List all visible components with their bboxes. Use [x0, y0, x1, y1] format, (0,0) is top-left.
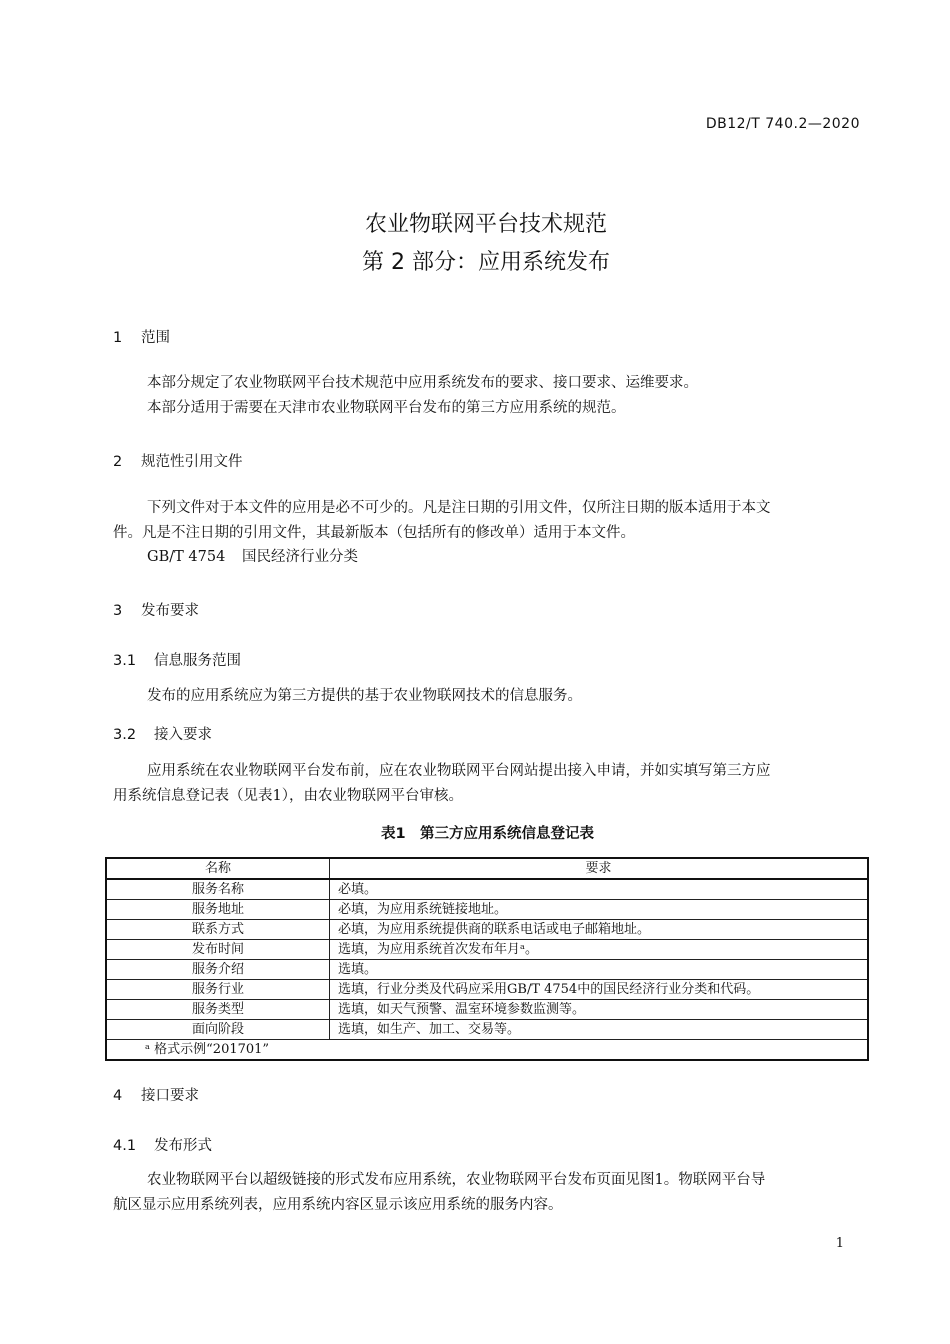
- section-4-1-paragraph-line-2: 航区显示应用系统列表，应用系统内容区显示该应用系统的服务内容。: [113, 1197, 563, 1213]
- table-header-row: [106, 858, 868, 879]
- table-cell-requirement: 选填，行业分类及代码应采用GB/T 4754中的国民经济行业分类和代码。: [330, 980, 869, 1000]
- table-row: [106, 900, 868, 920]
- section-3-2-heading: [113, 723, 212, 744]
- section-number: 3.1: [113, 653, 137, 669]
- table-row: [106, 1000, 868, 1020]
- table-note-row: [106, 1040, 868, 1061]
- document-title: 农业物联网平台技术规范: [364, 212, 607, 237]
- section-3-1-heading: [113, 649, 241, 670]
- section-number: 1: [113, 330, 123, 346]
- reference-code: GB/T 4754: [147, 549, 226, 565]
- table-cell-requirement: 必填，为应用系统链接地址。: [330, 900, 869, 920]
- table-cell-name: 服务类型: [106, 1000, 330, 1020]
- registration-table: [105, 857, 869, 1061]
- table-cell-requirement: 必填。: [330, 879, 869, 900]
- section-3-2-paragraph-line-2: 用系统信息登记表（见表1），由农业物联网平台审核。: [113, 788, 463, 804]
- section-title: 接入要求: [154, 727, 212, 743]
- table-cell-name: 面向阶段: [106, 1020, 330, 1040]
- section-2-paragraph-line-1: 下列文件对于本文件的应用是必不可少的。凡是注日期的引用文件，仅所注日期的版本适用于本文: [147, 500, 771, 516]
- document-subtitle: 第 2 部分：应用系统发布: [362, 250, 610, 275]
- table-cell-name: 服务介绍: [106, 960, 330, 980]
- reference-title: 国民经济行业分类: [242, 549, 358, 565]
- normative-reference: [147, 545, 358, 569]
- section-3-1-paragraph: 发布的应用系统应为第三方提供的基于农业物联网技术的信息服务。: [147, 688, 582, 704]
- section-3-heading: [113, 599, 199, 620]
- section-title: 接口要求: [141, 1088, 199, 1104]
- table-cell-requirement: 必填，为应用系统提供商的联系电话或电子邮箱地址。: [330, 920, 869, 940]
- table-row: [106, 940, 868, 960]
- table-row: [106, 1020, 868, 1040]
- section-number: 4: [113, 1088, 123, 1104]
- table-cell-name: 服务地址: [106, 900, 330, 920]
- page-number: 1: [835, 1236, 844, 1251]
- table-row: [106, 960, 868, 980]
- section-4-1-heading: [113, 1134, 212, 1155]
- table-header-cell: 要求: [330, 858, 869, 879]
- section-number: 3: [113, 603, 123, 619]
- table-caption: 表1 第三方应用系统信息登记表: [380, 826, 595, 842]
- table-row: [106, 920, 868, 940]
- section-title: 范围: [141, 330, 170, 346]
- table-cell-requirement: 选填，如天气预警、温室环境参数监测等。: [330, 1000, 869, 1020]
- table-header-cell: 名称: [106, 858, 330, 879]
- section-number: 4.1: [113, 1138, 137, 1154]
- document-code: DB12/T 740.2—2020: [705, 116, 860, 132]
- table-row: [106, 879, 868, 900]
- section-title: 发布形式: [154, 1138, 212, 1154]
- table-cell-name: 服务行业: [106, 980, 330, 1000]
- section-2-heading: [113, 450, 243, 471]
- table-cell-requirement: 选填。: [330, 960, 869, 980]
- table-cell-name: 服务名称: [106, 879, 330, 900]
- section-title: 信息服务范围: [154, 653, 241, 669]
- section-1-heading: [113, 326, 170, 347]
- section-1-paragraph-1: 本部分规定了农业物联网平台技术规范中应用系统发布的要求、接口要求、运维要求。: [147, 375, 698, 391]
- table-cell-requirement: 选填，为应用系统首次发布年月ᵃ。: [330, 940, 869, 960]
- section-3-2-paragraph-line-1: 应用系统在农业物联网平台发布前，应在农业物联网平台网站提出接入申请，并如实填写第三方应: [147, 763, 771, 779]
- section-4-heading: [113, 1084, 199, 1105]
- section-title: 发布要求: [141, 603, 199, 619]
- section-number: 2: [113, 454, 123, 470]
- section-2-paragraph-line-2: 件。凡是不注日期的引用文件，其最新版本（包括所有的修改单）适用于本文件。: [113, 525, 635, 541]
- table-cell-name: 联系方式: [106, 920, 330, 940]
- table-cell-requirement: 选填，如生产、加工、交易等。: [330, 1020, 869, 1040]
- section-1-paragraph-2: 本部分适用于需要在天津市农业物联网平台发布的第三方应用系统的规范。: [147, 400, 626, 416]
- table-footnote: ᵃ 格式示例“201701”: [106, 1040, 868, 1061]
- section-number: 3.2: [113, 727, 137, 743]
- section-4-1-paragraph-line-1: 农业物联网平台以超级链接的形式发布应用系统，农业物联网平台发布页面见图1。物联网平台导: [147, 1172, 766, 1188]
- table-row: [106, 980, 868, 1000]
- table-cell-name: 发布时间: [106, 940, 330, 960]
- section-title: 规范性引用文件: [141, 454, 243, 470]
